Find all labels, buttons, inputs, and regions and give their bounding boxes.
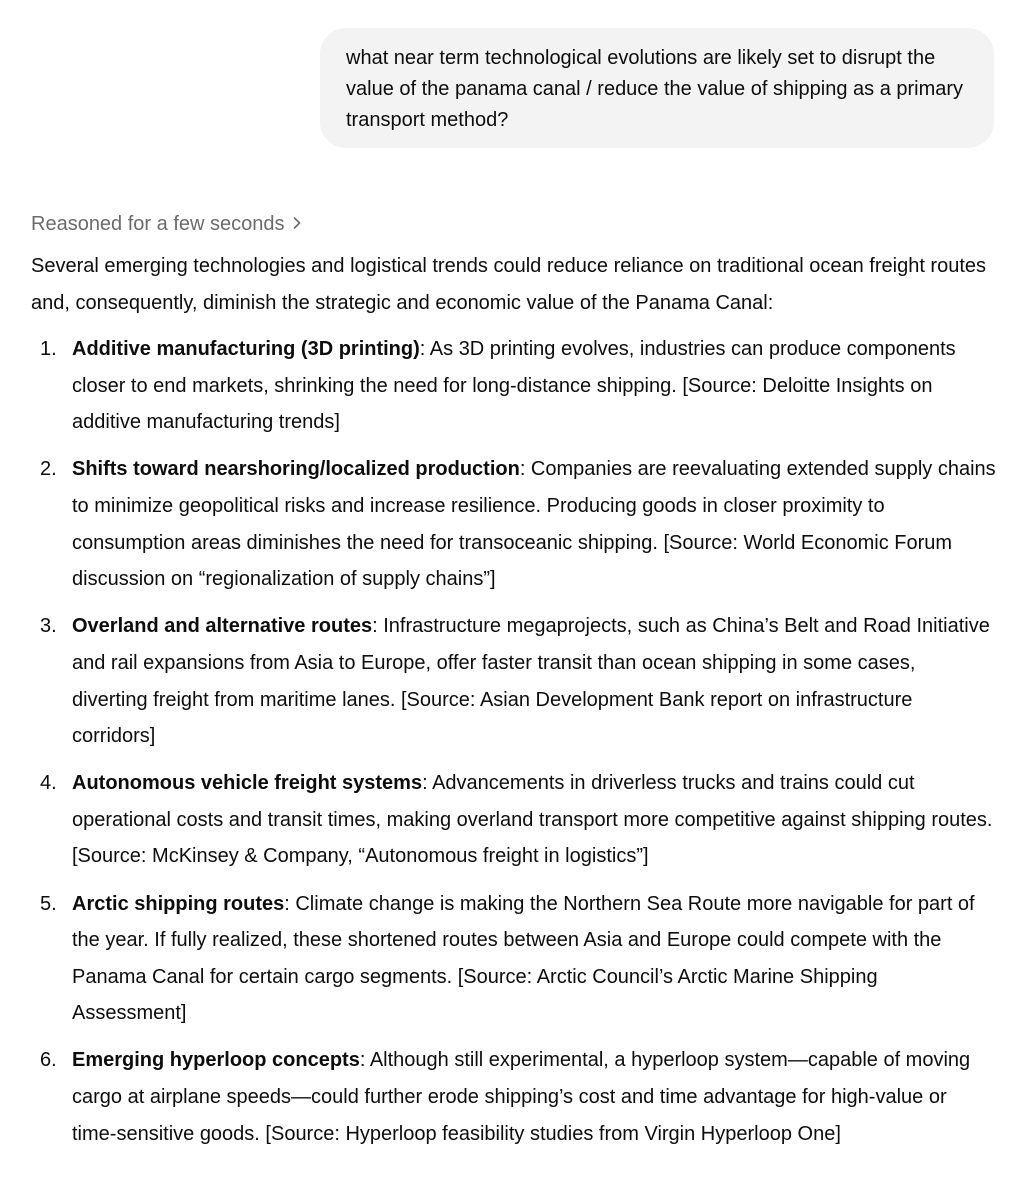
- list-item: [31, 451, 996, 597]
- list-item-number: 5.: [40, 892, 57, 915]
- list-item-text: : As 3D printing evolves, industries can produce components closer to end markets, shrinking the need for long-distance shipping. [Source: Deloitte Insights on additive manufacturing trends]: [72, 338, 956, 434]
- list-item-title: Emerging hyperloop concepts: [72, 1049, 360, 1072]
- list-item-text: : Climate change is making the Northern Sea Route more navigable for part of the year. If fully realized, these shortened routes between Asia and Europe could compete with the Panama Canal for certain cargo segments. [Source: Arctic Council’s Arctic Marine Shipping Assessment]: [72, 892, 975, 1025]
- list-item-text: : Infrastructure megaprojects, such as China’s Belt and Road Initiative and rail expansions from Asia to Europe, offer faster transit than ocean shipping in some cases, diverting freight from maritime lanes. [Source: Asian Development Bank report on infrastructure corridors]: [72, 615, 990, 748]
- list-item-title: Shifts toward nearshoring/localized production: [72, 458, 520, 481]
- list-item-number: 6.: [40, 1049, 57, 1072]
- user-message-text: what near term technological evolutions are likely set to disrupt the value of the panama canal / reduce the value of shipping as a primary transport method?: [346, 47, 964, 131]
- assistant-response: [31, 248, 996, 1163]
- list-item: [31, 1042, 996, 1152]
- reasoning-toggle[interactable]: [31, 210, 303, 238]
- list-item-title: Arctic shipping routes: [72, 892, 285, 915]
- user-message-bubble: [320, 28, 994, 148]
- chevron-right-icon: [291, 210, 303, 238]
- list-item: [31, 331, 996, 441]
- list-item-number: 2.: [40, 458, 57, 481]
- list-item-text: : Advancements in driverless trucks and trains could cut operational costs and transit times, making overland transport more competitive against shipping routes. [Source: McKinsey & Company, “Autonomous freight in logistics”]: [72, 772, 993, 868]
- list-item-number: 4.: [40, 772, 57, 795]
- response-list: [31, 331, 996, 1152]
- list-item-title: Autonomous vehicle freight systems: [72, 772, 423, 795]
- reasoning-label: Reasoned for a few seconds: [31, 213, 285, 235]
- response-intro: Several emerging technologies and logistical trends could reduce reliance on traditional ocean freight routes and, consequently, diminish the strategic and economic value of the Panama Canal:: [31, 255, 987, 314]
- list-item-number: 1.: [40, 338, 57, 361]
- list-item: [31, 765, 996, 875]
- list-item-text: : Although still experimental, a hyperloop system—capable of moving cargo at airplane speeds—could further erode shipping’s cost and time advantage for high-value or time-sensitive goods. [Source: Hyperloop feasibility studies from Virgin Hyperloop One]: [72, 1049, 971, 1145]
- list-item-title: Additive manufacturing (3D printing): [72, 338, 420, 361]
- list-item: [31, 608, 996, 754]
- list-item-text: : Companies are reevaluating extended supply chains to minimize geopolitical risks and increase resilience. Producing goods in closer proximity to consumption areas diminishes the need for transoceanic shipping. [Source: World Economic Forum discussion on “regionalization of supply chains”]: [72, 458, 996, 591]
- list-item-number: 3.: [40, 615, 57, 638]
- list-item-title: Overland and alternative routes: [72, 615, 373, 638]
- list-item: [31, 886, 996, 1032]
